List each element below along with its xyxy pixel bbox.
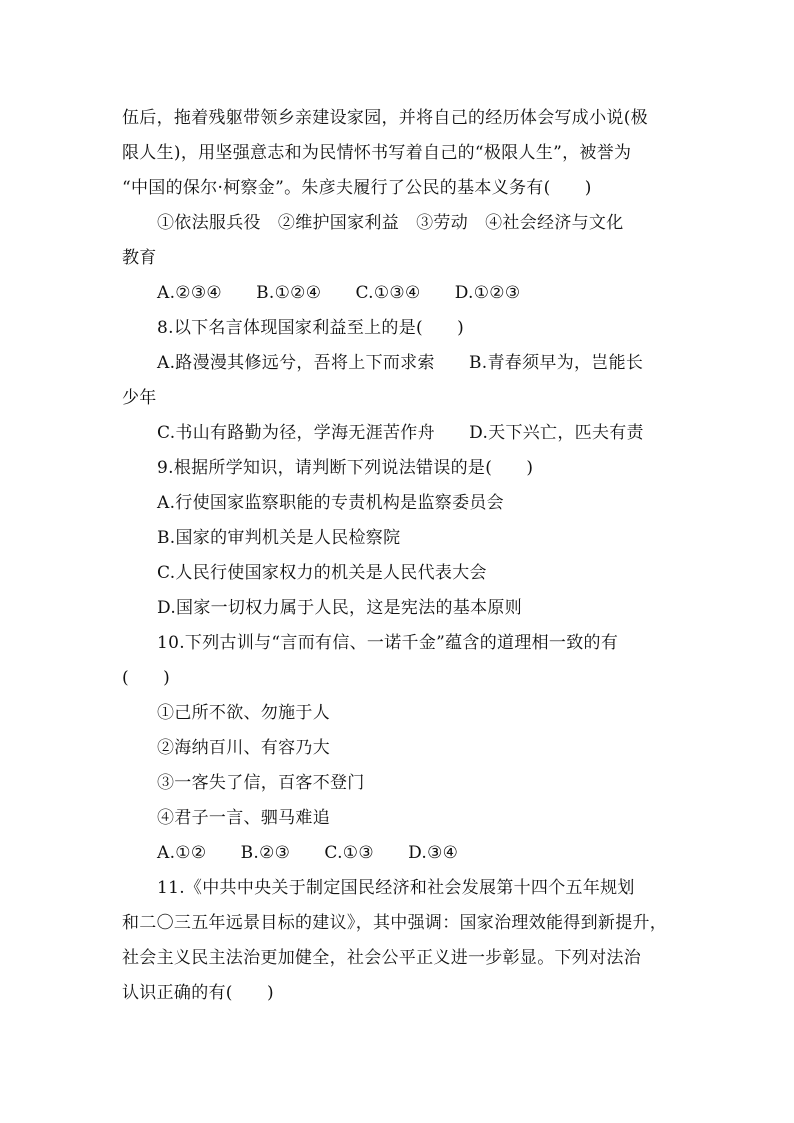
q11-text-line-2: 和二〇三五年远景目标的建议》，其中强调：国家治理效能得到新提升， xyxy=(122,913,668,933)
q8-choices-cd: C.书山有路勤为径，学海无涯苦作舟 D.天下兴亡，匹夫有责 xyxy=(157,423,644,443)
q10-answer-choices: A.①② B.②③ C.①③ D.③④ xyxy=(157,843,459,863)
q11-text-line-4: 认识正确的有( ) xyxy=(122,983,274,1003)
q11-text-line-1: 11.《中共中央关于制定国民经济和社会发展第十四个五年规划 xyxy=(157,878,635,898)
q10-option-3: ③一客失了信，百客不登门 xyxy=(157,773,365,793)
q7-text-line-3: “中国的保尔·柯察金”。朱彦夫履行了公民的基本义务有( ) xyxy=(122,178,592,198)
q11-text-line-3: 社会主义民主法治更加健全，社会公平正义进一步彰显。下列对法治 xyxy=(122,948,641,968)
q7-text-line-1: 伍后，拖着残躯带领乡亲建设家园，并将自己的经历体会写成小说(极 xyxy=(122,108,648,128)
q10-option-4: ④君子一言、驷马难追 xyxy=(157,808,330,828)
q9-choice-b: B.国家的审判机关是人民检察院 xyxy=(157,528,401,548)
q10-answer-blank: ( ) xyxy=(122,668,171,688)
q10-option-1: ①己所不欲、勿施于人 xyxy=(157,703,330,723)
q9-choice-a: A.行使国家监察职能的专责机构是监察委员会 xyxy=(157,493,504,513)
q8-choices-ab: A.路漫漫其修远兮，吾将上下而求索 B.青春须早为，岂能长 xyxy=(157,353,644,373)
q7-text-line-2: 限人生)，用坚强意志和为民情怀书写着自己的“极限人生”，被誉为 xyxy=(122,143,632,163)
q7-options-line-2: 教育 xyxy=(122,248,157,268)
q10-stem: 10.下列古训与“言而有信、一诺千金”蕴含的道理相一致的有 xyxy=(157,633,619,653)
q9-stem: 9.根据所学知识，请判断下列说法错误的是( ) xyxy=(157,458,534,478)
q8-choices-ab-continued: 少年 xyxy=(122,388,157,408)
q7-answer-choices: A.②③④ B.①②④ C.①③④ D.①②③ xyxy=(157,283,521,303)
q9-choice-d: D.国家一切权力属于人民，这是宪法的基本原则 xyxy=(157,598,523,618)
q8-stem: 8.以下名言体现国家利益至上的是( ) xyxy=(157,318,465,338)
q7-options-line-1: ①依法服兵役 ②维护国家利益 ③劳动 ④社会经济与文化 xyxy=(157,213,624,233)
q10-option-2: ②海纳百川、有容乃大 xyxy=(157,738,330,758)
q9-choice-c: C.人民行使国家权力的机关是人民代表大会 xyxy=(157,563,487,583)
